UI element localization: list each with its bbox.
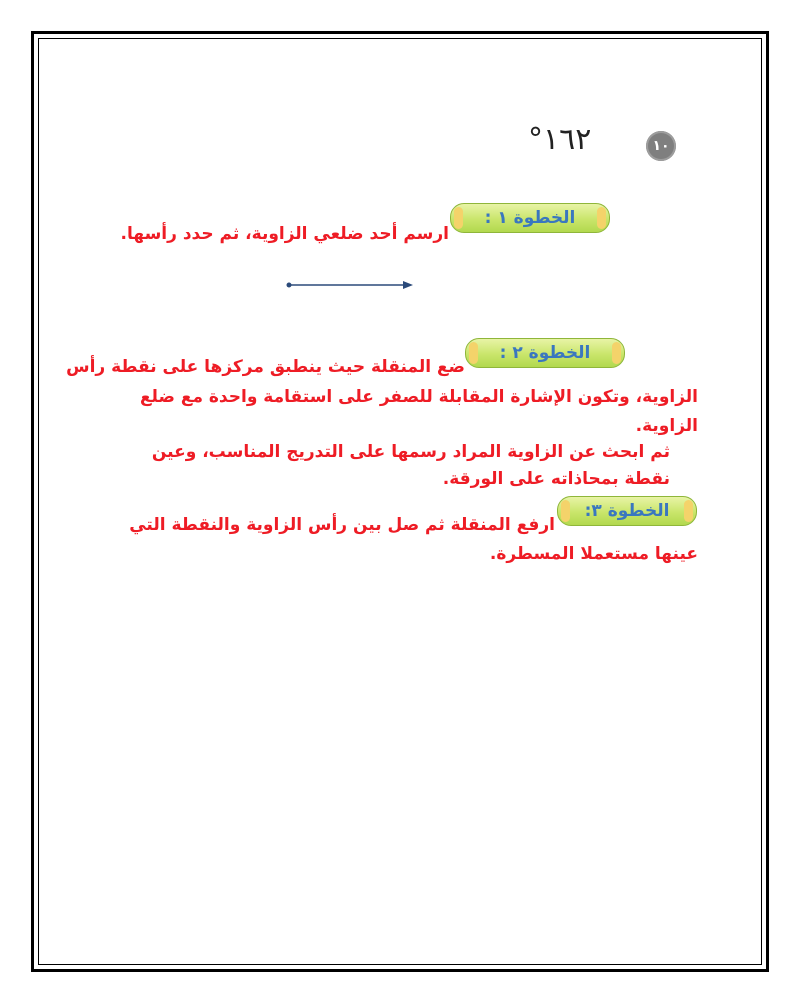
step-1-text: ارسم أحد ضلعي الزاوية، ثم حدد رأسها. — [120, 224, 449, 244]
arrow-head-icon — [403, 281, 413, 289]
step-3-line-2: عينها مستعملا المسطرة. — [489, 544, 698, 564]
step-1-badge: الخطوة ١ : — [450, 203, 610, 233]
question-answer: ١٦٢° — [528, 122, 592, 157]
step-2-line-2: الزاوية، وتكون الإشارة المقابلة للصفر على استقامة واحدة مع ضلع — [139, 387, 698, 407]
step-2-badge: الخطوة ٢ : — [465, 338, 625, 368]
ray-segment — [285, 278, 415, 292]
question-number-badge: ١٠ — [646, 131, 676, 161]
step-2-line-1: ضع المنقلة حيث ينطبق مركزها على نقطة رأس — [66, 357, 465, 377]
step-2-line-5: نقطة بمحاذاته على الورقة. — [442, 469, 670, 489]
step-2-line-4: ثم ابحث عن الزاوية المراد رسمها على التدريج المناسب، وعين — [151, 442, 670, 462]
step-3-line-1: ارفع المنقلة ثم صل بين رأس الزاوية والنقطة التي — [129, 515, 555, 535]
step-3-badge: الخطوة ٣: — [557, 496, 697, 526]
step-2-line-3: الزاوية. — [635, 416, 698, 436]
